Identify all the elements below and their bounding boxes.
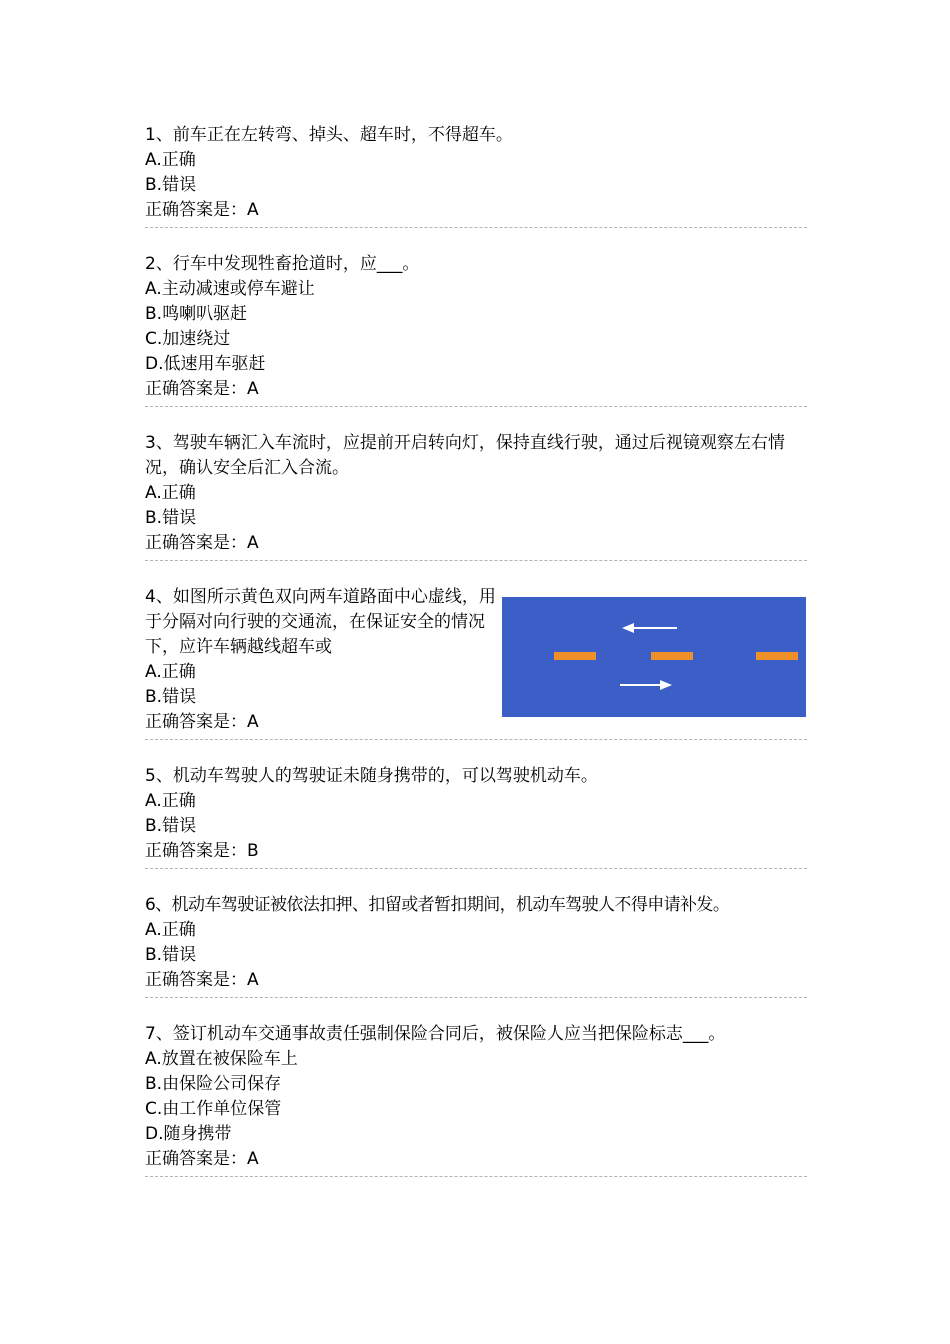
question-3 (145, 431, 807, 561)
question-4 (145, 585, 807, 740)
question-stem: 7、签订机动车交通事故责任强制保险合同后，被保险人应当把保险标志___。 (145, 1024, 726, 1044)
question-stem: 5、机动车驾驶人的驾驶证未随身携带的，可以驾驶机动车。 (145, 766, 598, 786)
option-a: A.放置在被保险车上 (145, 1049, 298, 1069)
question-7 (145, 1022, 807, 1177)
answer-line: 正确答案是：A (145, 533, 259, 553)
answer-line: 正确答案是：A (145, 970, 259, 990)
question-2 (145, 252, 807, 407)
option-b: B.错误 (145, 945, 197, 965)
option-a: A.正确 (145, 791, 196, 811)
question-stem: 6、机动车驾驶证被依法扣押、扣留或者暂扣期间，机动车驾驶人不得申请补发。 (145, 895, 730, 915)
option-a: A.正确 (145, 920, 196, 940)
road-marking-figure (502, 597, 806, 717)
answer-line: 正确答案是：B (145, 841, 259, 861)
question-6 (145, 893, 807, 998)
answer-line: 正确答案是：A (145, 379, 259, 399)
option-b: B.错误 (145, 816, 197, 836)
option-a: A.正确 (145, 483, 196, 503)
center-dash-1 (554, 652, 596, 660)
question-stem: 1、前车正在左转弯、掉头、超车时，不得超车。 (145, 125, 513, 145)
answer-line: 正确答案是：A (145, 712, 259, 732)
option-a: A.正确 (145, 662, 196, 682)
option-c: C.加速绕过 (145, 329, 231, 349)
option-a: A.主动减速或停车避让 (145, 279, 315, 299)
answer-line: 正确答案是：A (145, 1149, 259, 1169)
question-1 (145, 123, 807, 228)
question-list (145, 123, 807, 1201)
option-b: B.鸣喇叭驱赶 (145, 304, 248, 324)
center-dash-3 (756, 652, 798, 660)
option-b: B.错误 (145, 175, 197, 195)
option-a: A.正确 (145, 150, 196, 170)
question-stem: 4、如图所示黄色双向两车道路面中心虚线，用于分隔对向行驶的交通流，在保证安全的情况下，应许车辆越线超车或 (145, 587, 496, 657)
question-stem: 2、行车中发现牲畜抢道时，应___。 (145, 254, 420, 274)
question-stem: 3、驾驶车辆汇入车流时，应提前开启转向灯，保持直线行驶，通过后视镜观察左右情况，确认安全后汇入合流。 (145, 433, 785, 478)
question-5 (145, 764, 807, 869)
option-b: B.错误 (145, 508, 197, 528)
option-b: B.错误 (145, 687, 197, 707)
option-d: D.低速用车驱赶 (145, 354, 266, 374)
center-dash-2 (651, 652, 693, 660)
option-b: B.由保险公司保存 (145, 1074, 282, 1094)
option-d: D.随身携带 (145, 1124, 232, 1144)
option-c: C.由工作单位保管 (145, 1099, 282, 1119)
answer-line: 正确答案是：A (145, 200, 259, 220)
